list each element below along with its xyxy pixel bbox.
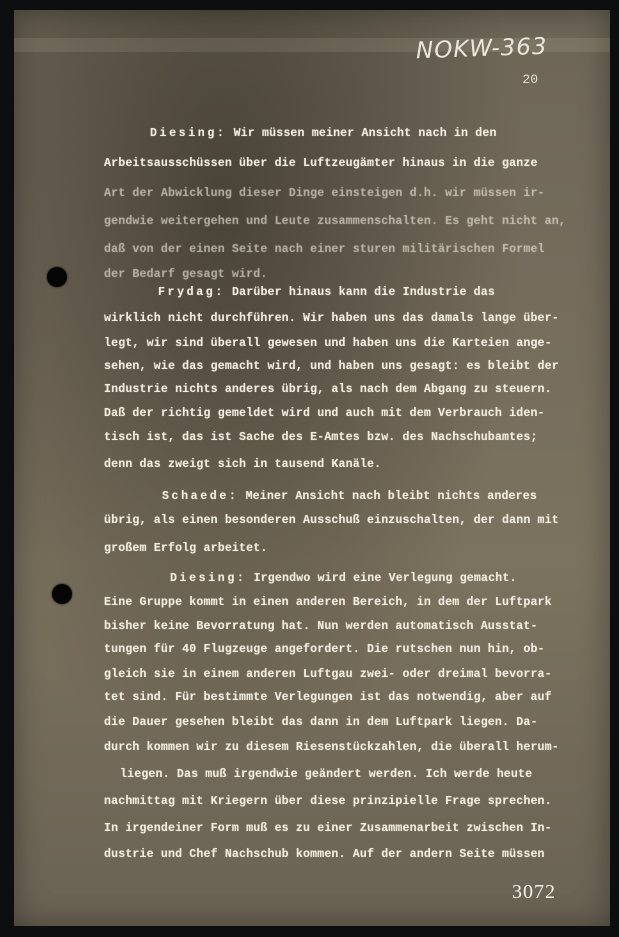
text-line [104,337,552,351]
line-text: In irgendeiner Form muß es zu einer Zusammenarbeit zwischen In- [104,822,552,835]
handwritten-document-id: NOKW-363 [416,33,549,65]
text-line [104,620,538,634]
text-line [104,795,552,809]
text-line [104,822,552,836]
speaker-name: Diesing: [170,572,247,585]
line-text: die Dauer gesehen bleibt das dann in dem Luftpark liegen. Da- [104,716,538,729]
line-text: dustrie und Chef Nachschub kommen. Auf der andern Seite müssen [104,848,545,861]
line-text: Meiner Ansicht nach bleibt nichts anderes [238,490,537,503]
text-line [104,407,545,421]
text-line [104,458,381,472]
line-text: Industrie nichts anderes übrig, als nach dem Abgang zu steuern. [104,383,552,396]
text-line [104,741,559,755]
text-line [104,431,538,445]
line-text: Eine Gruppe kommt in einen anderen Bereich, in dem der Luftpark [104,596,552,609]
line-text: Wir müssen meiner Ansicht nach in den [226,127,497,140]
speaker-name: Schaede: [162,490,239,503]
line-text: wirklich nicht durchführen. Wir haben uns das damals lange über- [104,312,559,325]
text-line [104,268,267,282]
line-text: tungen für 40 Flugzeuge angefordert. Die rutschen nun hin, ob- [104,643,545,656]
line-text: liegen. Das muß irgendwie geändert werden. Ich werde heute [120,768,533,781]
line-text: denn das zweigt sich in tausend Kanäle. [104,458,382,471]
text-line [104,360,559,374]
text-line [104,243,545,257]
text-line [120,768,532,782]
line-text: Art der Abwicklung dieser Dinge einsteigen d.h. wir müssen ir- [104,187,545,200]
text-line [170,572,517,586]
speaker-name: Diesing: [150,127,227,140]
text-line [158,286,495,300]
archive-stamp-number: 3072 [512,881,556,903]
line-text: bisher keine Bevorratung hat. Nun werden automatisch Ausstat- [104,620,538,633]
line-text: Arbeitsausschüssen über die Luftzeugämter hinaus in die ganze [104,157,538,170]
page-number: 20 [522,72,538,87]
text-line [104,716,538,730]
text-line [104,215,566,229]
line-text: Daß der richtig gemeldet wird und auch mit dem Verbrauch iden- [104,407,545,420]
line-text: tisch ist, das ist Sache des E-Amtes bzw. des Nachschubamtes; [104,431,538,444]
line-text: großem Erfolg arbeitet. [104,542,268,555]
line-text: der Bedarf gesagt wird. [104,268,268,281]
text-line [104,187,545,201]
text-line [104,514,559,528]
text-line [104,691,552,705]
line-text: tet sind. Für bestimmte Verlegungen ist das notwendig, aber auf [104,691,552,704]
line-text: übrig, als einen besonderen Ausschuß einzuschalten, der dann mit [104,514,559,527]
line-text: Irgendwo wird eine Verlegung gemacht. [246,572,517,585]
speaker-name: Frydag: [158,286,225,299]
line-text: daß von der einen Seite nach einer sturen militärischen Formel [104,243,545,256]
line-text: nachmittag mit Kriegern über diese prinzipielle Frage sprechen. [104,795,552,808]
document-sheet [14,10,610,926]
line-text: durch kommen wir zu diesem Riesenstückzahlen, die überall herum- [104,741,559,754]
text-line [104,383,552,397]
text-line [162,490,537,504]
text-line [104,542,267,556]
text-line [104,668,552,682]
line-text: legt, wir sind überall gewesen und haben uns die Karteien ange- [104,337,552,350]
typed-text-block [14,10,610,926]
line-text: sehen, wie das gemacht wird, und haben uns gesagt: es bleibt der [104,360,559,373]
text-line [104,157,538,171]
line-text: Darüber hinaus kann die Industrie das [224,286,495,299]
line-text: gendwie weitergehen und Leute zusammenschalten. Es geht nicht an, [104,215,566,228]
text-line [104,312,559,326]
text-line [104,643,545,657]
text-line [104,848,545,862]
line-text: gleich sie in einem anderen Luftgau zwei- oder dreimal bevorra- [104,668,552,681]
text-line [104,596,552,610]
text-line [150,127,497,141]
